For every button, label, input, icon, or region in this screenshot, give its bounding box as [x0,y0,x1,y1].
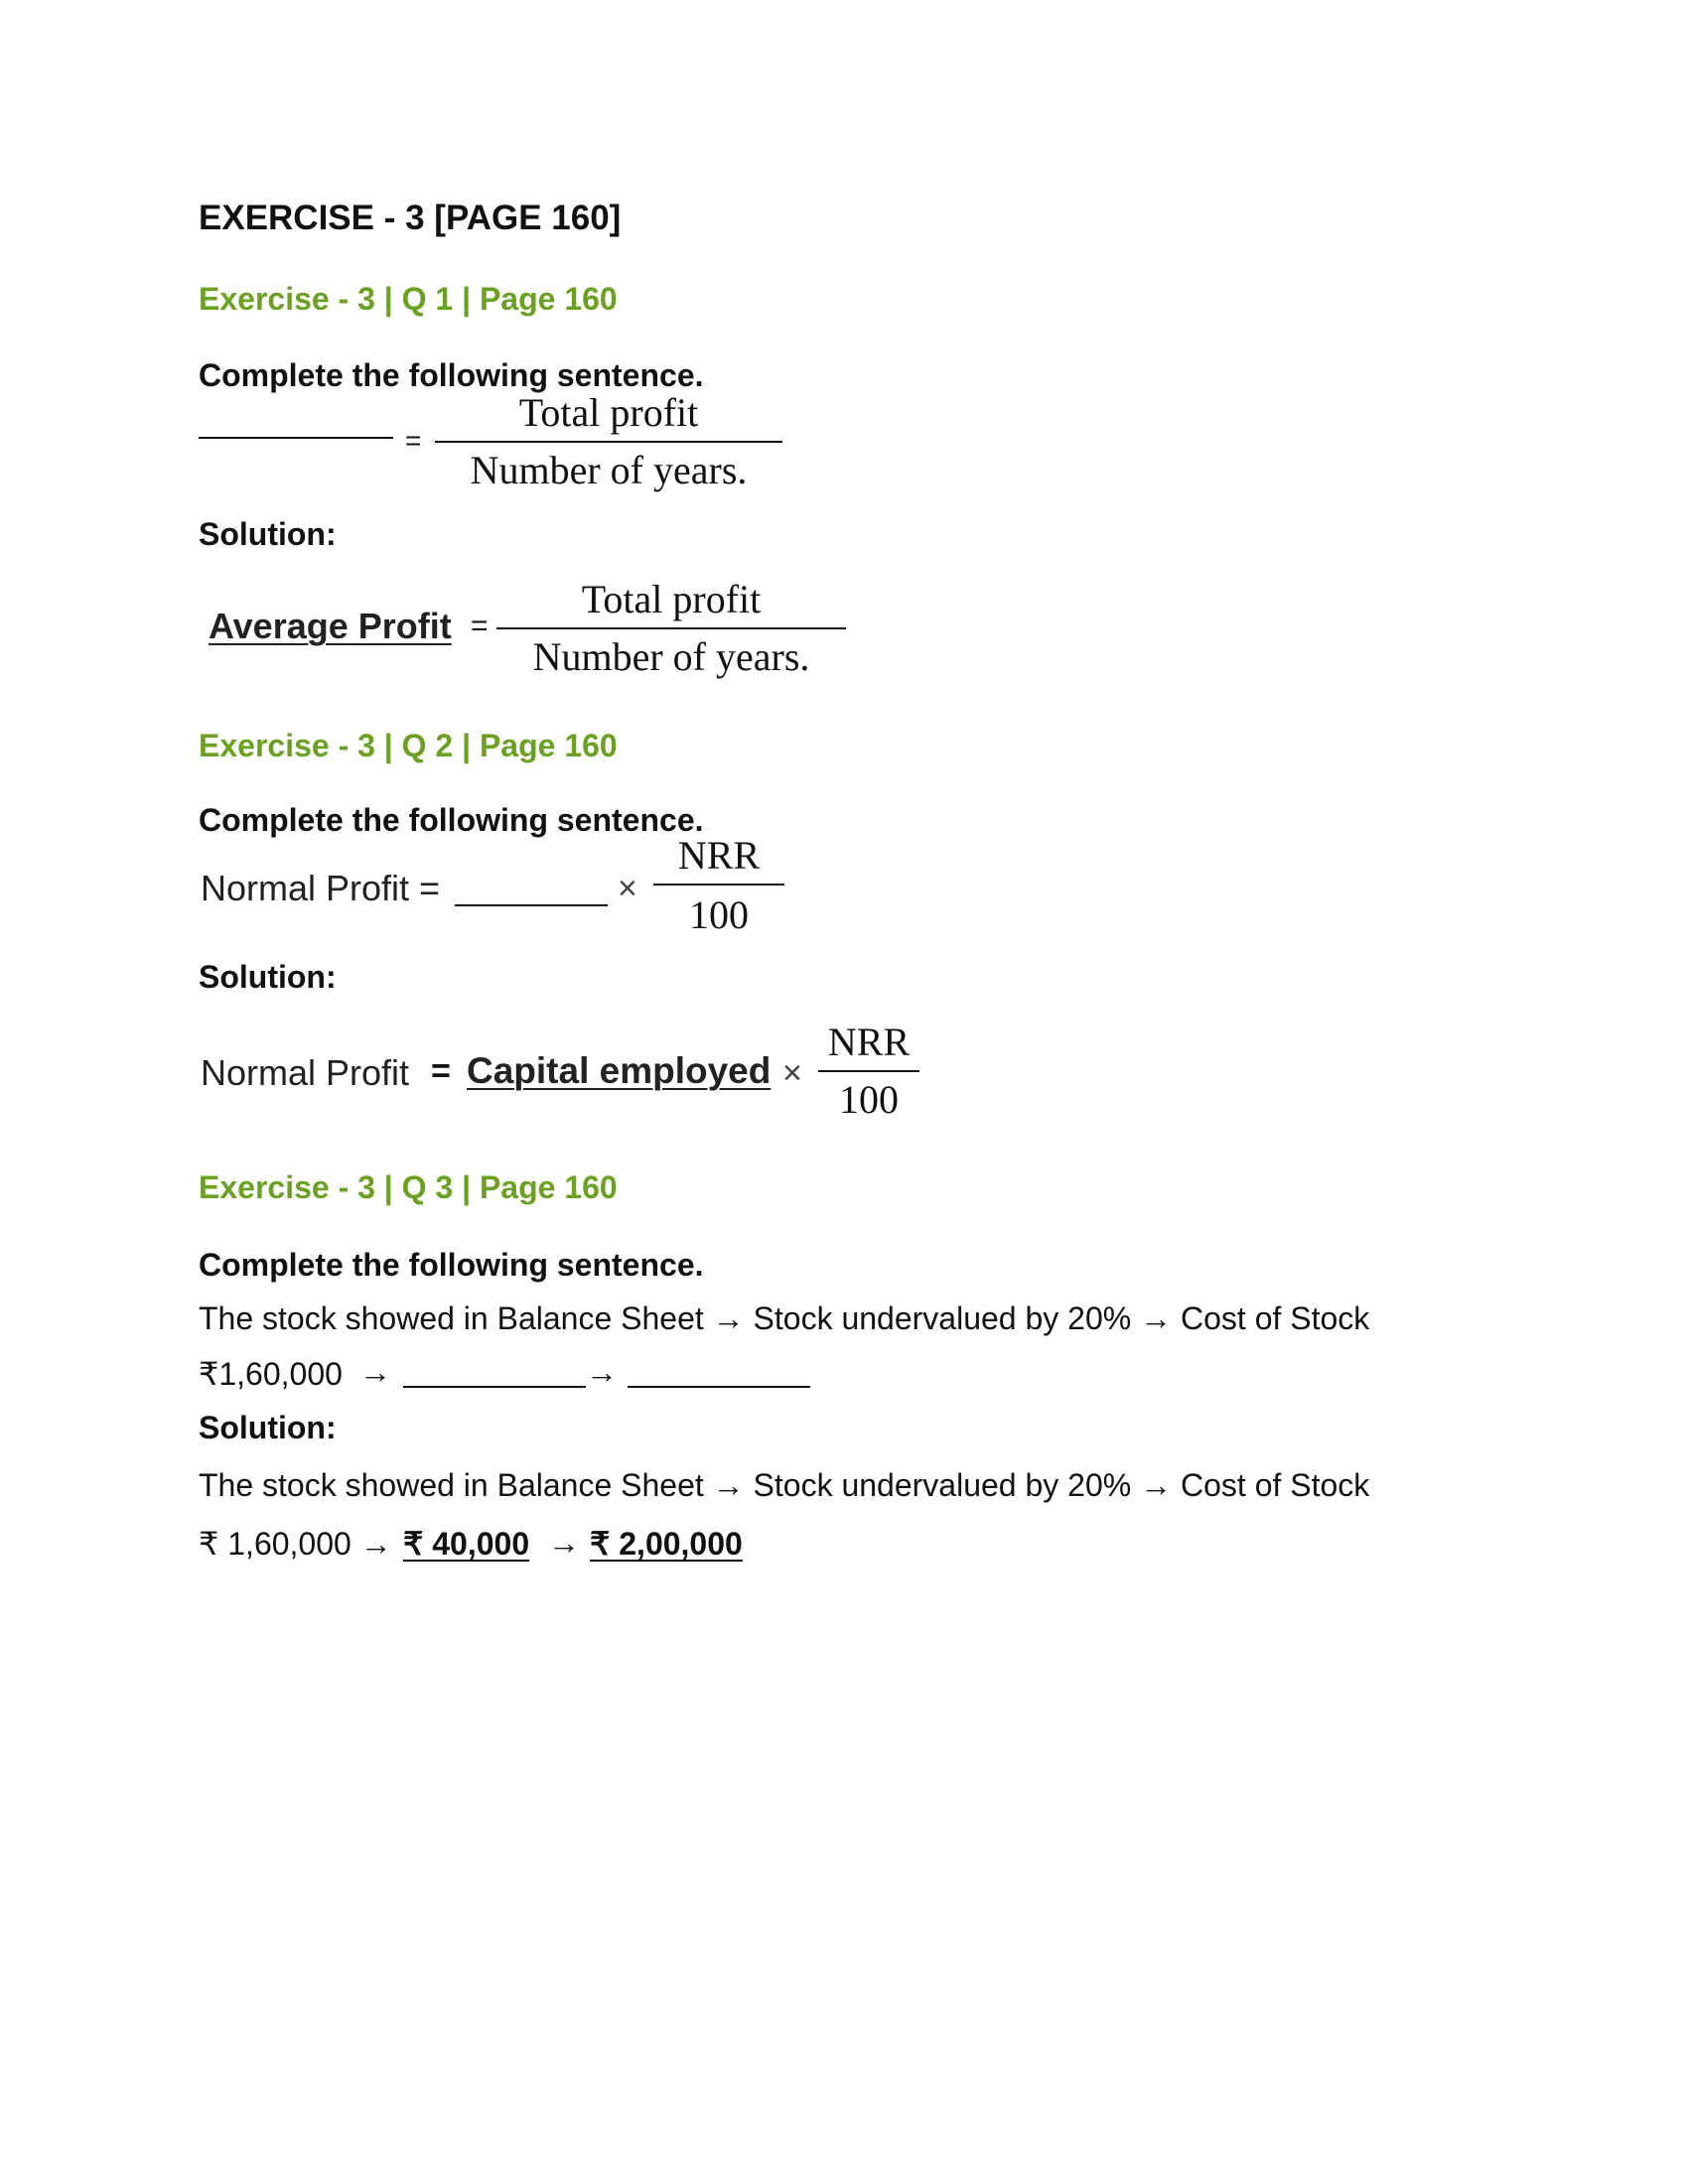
q1-numerator: Total profit [518,390,699,435]
q3-solution-label: Solution: [199,1410,337,1445]
q2-prompt: Complete the following sentence. [199,802,704,838]
q1-prompt: Complete the following sentence. [199,357,704,393]
q2-numerator: NRR [677,833,761,878]
arrow-icon: → [586,1354,618,1390]
q1-answer-equals: = [471,610,489,642]
q3-sol-line1: The stock showed in Balance Sheet → Stock undervalued by 20% → Cost of Stock [199,1467,1370,1503]
q1-denominator: Number of years. [470,448,748,492]
page-title: EXERCISE - 3 [PAGE 160] [199,199,622,237]
q2-answer [467,1050,771,1092]
q2-lhs: Normal Profit = [201,868,441,908]
q3-answer-2 [590,1525,743,1563]
q2-sol-equals: = [431,1052,451,1090]
q1-sol-denominator: Number of years. [532,634,810,679]
q3-answer-1 [403,1525,529,1563]
q3-blank-1 [403,1386,586,1388]
q3-blank-2 [628,1386,810,1388]
arrow-icon: → [359,1354,391,1390]
q2-sol-denominator: 100 [839,1077,899,1122]
q1-equals: = [405,425,422,456]
fraction-bar [435,441,782,443]
q3-answer-1-text: ₹ 40,000 [403,1526,530,1562]
q3-prompt: Complete the following sentence. [199,1247,704,1283]
q1-fraction [435,391,782,492]
q1-sol-numerator: Total profit [581,577,762,621]
q2-sol-numerator: NRR [827,1020,911,1064]
q2-denominator: 100 [689,892,749,937]
q2-fraction [653,834,784,937]
q1-answer-text: Average Profit [209,606,452,646]
q1-heading: Exercise - 3 | Q 1 | Page 160 [199,281,618,317]
q3-heading: Exercise - 3 | Q 3 | Page 160 [199,1169,618,1205]
q3-sol-start: ₹ 1,60,000 → [199,1526,392,1562]
q2-answer-text: Capital employed [467,1050,772,1091]
q2-sol-times: × [782,1054,802,1092]
q1-solution-fraction [496,578,846,679]
fraction-bar [496,627,846,629]
arrow-icon: → [548,1525,580,1561]
q3-line1: The stock showed in Balance Sheet → Stock undervalued by 20% → Cost of Stock [199,1300,1370,1336]
q2-heading: Exercise - 3 | Q 2 | Page 160 [199,728,618,763]
q2-solution-label: Solution: [199,959,337,995]
q1-solution-label: Solution: [199,516,337,552]
q1-blank [199,437,393,439]
q1-answer [209,606,452,647]
q2-times: × [618,870,637,907]
fraction-bar [818,1070,919,1072]
q3-answer-2-text: ₹ 2,00,000 [590,1526,743,1562]
q2-solution-fraction [818,1021,919,1122]
q3-line2-start: ₹1,60,000 [199,1356,343,1392]
q2-sol-lhs: Normal Profit [201,1052,410,1093]
fraction-bar [653,884,784,886]
q2-blank [455,904,608,906]
